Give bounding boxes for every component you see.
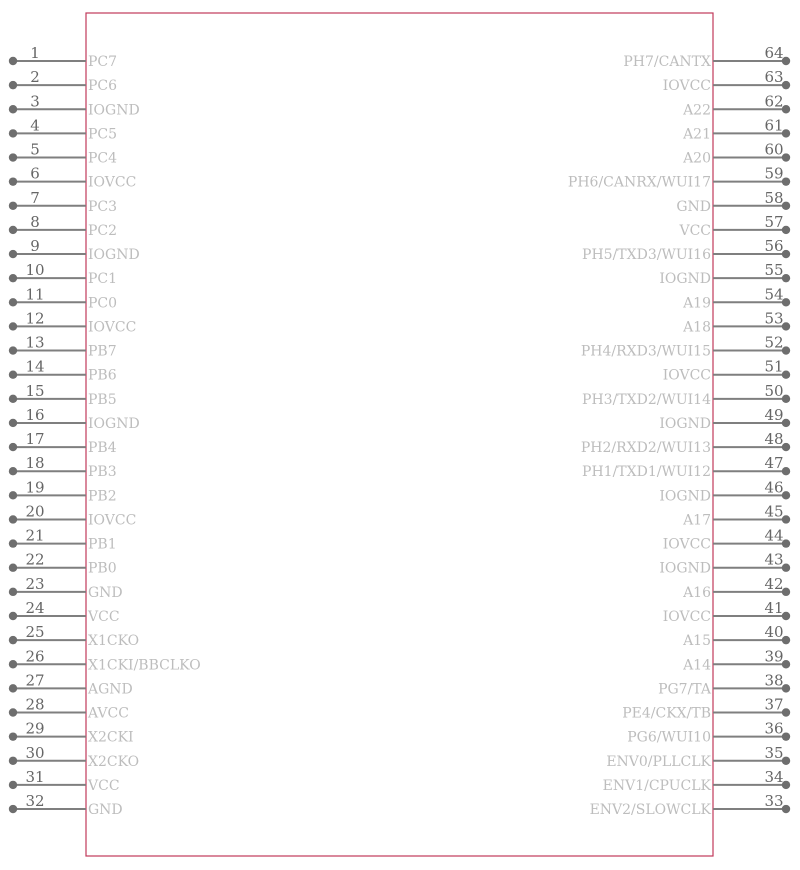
pin-25 bbox=[9, 623, 139, 649]
pin-33 bbox=[590, 792, 791, 818]
pin-63 bbox=[663, 68, 790, 94]
pin-45 bbox=[682, 502, 790, 528]
pin-10 bbox=[9, 261, 117, 287]
pin-name: AVCC bbox=[88, 705, 129, 722]
pin-number: 40 bbox=[764, 623, 784, 642]
pin-21 bbox=[9, 527, 117, 553]
pin-name: X1CKO bbox=[88, 633, 140, 650]
pin-name: A21 bbox=[683, 126, 711, 143]
pin-29 bbox=[9, 720, 134, 746]
pin-name: PH2/RXD2/WUI13 bbox=[580, 440, 711, 457]
pin-number: 33 bbox=[764, 792, 784, 811]
pin-name: PH6/CANRX/WUI17 bbox=[567, 174, 711, 191]
pin-terminal-dot bbox=[9, 491, 17, 499]
pin-number: 10 bbox=[25, 261, 45, 280]
pin-number: 17 bbox=[25, 430, 45, 449]
pin-number: 14 bbox=[25, 357, 45, 376]
pin-37 bbox=[622, 696, 790, 722]
pin-name: A14 bbox=[683, 657, 711, 674]
pin-number: 6 bbox=[30, 164, 40, 183]
pin-name: PC6 bbox=[88, 78, 118, 95]
pin-50 bbox=[582, 382, 790, 408]
pin-20 bbox=[9, 502, 136, 528]
pin-name: PH4/RXD3/WUI15 bbox=[580, 343, 711, 360]
pin-56 bbox=[582, 237, 790, 263]
pin-name: VCC bbox=[88, 608, 120, 625]
pin-52 bbox=[581, 334, 790, 360]
pin-terminal-dot bbox=[9, 684, 17, 692]
pin-15 bbox=[9, 382, 117, 408]
pin-name: IOGND bbox=[659, 488, 711, 505]
pin-number: 39 bbox=[764, 647, 784, 666]
left-pin-column bbox=[9, 44, 201, 818]
pin-7 bbox=[9, 189, 117, 215]
pin-number: 62 bbox=[764, 92, 784, 111]
pin-number: 56 bbox=[764, 237, 784, 256]
pin-terminal-dot bbox=[9, 322, 17, 330]
pin-terminal-dot bbox=[9, 153, 17, 161]
pin-number: 12 bbox=[25, 309, 45, 328]
pin-12 bbox=[9, 309, 136, 335]
pin-number: 53 bbox=[764, 309, 784, 328]
pin-name: A16 bbox=[683, 584, 711, 601]
pin-27 bbox=[9, 671, 133, 697]
pin-number: 52 bbox=[764, 333, 784, 352]
pin-number: 49 bbox=[764, 405, 784, 424]
pin-terminal-dot bbox=[9, 660, 17, 668]
pin-name: IOVCC bbox=[662, 367, 711, 384]
pin-42 bbox=[682, 575, 790, 601]
pin-18 bbox=[9, 454, 117, 480]
pin-number: 60 bbox=[764, 140, 784, 159]
pin-name: IOGND bbox=[88, 415, 140, 432]
pin-terminal-dot bbox=[9, 370, 17, 378]
pin-number: 30 bbox=[25, 743, 45, 762]
pin-name: PC5 bbox=[88, 126, 118, 143]
pin-name: PG6/WUI10 bbox=[627, 729, 711, 746]
pin-35 bbox=[606, 744, 790, 770]
pin-name: ENV2/SLOWCLK bbox=[589, 802, 711, 819]
pin-16 bbox=[9, 406, 140, 432]
pin-number: 18 bbox=[25, 454, 45, 473]
pin-name: IOVCC bbox=[88, 174, 137, 191]
pin-number: 7 bbox=[30, 188, 40, 207]
pin-19 bbox=[9, 478, 117, 504]
pin-23 bbox=[9, 575, 123, 601]
pin-name: PB5 bbox=[88, 391, 117, 408]
pin-number: 34 bbox=[764, 767, 784, 786]
pin-number: 37 bbox=[764, 695, 784, 714]
pin-name: ENV1/CPUCLK bbox=[602, 777, 711, 794]
pin-name: IOGND bbox=[659, 271, 711, 288]
pin-name: GND bbox=[676, 198, 711, 215]
pin-name: PB6 bbox=[88, 367, 117, 384]
pin-number: 16 bbox=[25, 405, 45, 424]
pin-name: AGND bbox=[88, 681, 133, 698]
pin-name: IOGND bbox=[659, 415, 711, 432]
pin-number: 36 bbox=[764, 719, 784, 738]
pin-name: A20 bbox=[683, 150, 711, 167]
pin-name: PH5/TXD3/WUI16 bbox=[582, 247, 711, 264]
pin-14 bbox=[9, 358, 117, 384]
pin-terminal-dot bbox=[9, 467, 17, 475]
pin-62 bbox=[682, 92, 790, 118]
pin-name: X2CKI bbox=[88, 729, 134, 746]
pin-name: IOVCC bbox=[662, 608, 711, 625]
pin-1 bbox=[9, 44, 117, 70]
pin-name: VCC bbox=[679, 222, 711, 239]
pin-terminal-dot bbox=[9, 805, 17, 813]
pin-39 bbox=[682, 647, 790, 673]
pin-number: 8 bbox=[30, 212, 40, 231]
pin-terminal-dot bbox=[9, 612, 17, 620]
pin-2 bbox=[9, 68, 117, 94]
pin-47 bbox=[582, 454, 790, 480]
pin-name: X1CKI/BBCLKO bbox=[88, 657, 201, 674]
pin-number: 25 bbox=[25, 623, 45, 642]
pin-name: PC3 bbox=[88, 198, 118, 215]
pin-terminal-dot bbox=[9, 226, 17, 234]
pin-24 bbox=[9, 599, 120, 625]
pin-number: 2 bbox=[30, 68, 40, 87]
pin-6 bbox=[9, 165, 136, 191]
pin-name: PH3/TXD2/WUI14 bbox=[582, 391, 711, 408]
pin-name: PH7/CANTX bbox=[623, 54, 711, 70]
pin-name: VCC bbox=[88, 777, 120, 794]
pin-number: 3 bbox=[30, 92, 40, 111]
pin-name: A17 bbox=[683, 512, 711, 529]
pin-number: 38 bbox=[764, 671, 784, 690]
pin-26 bbox=[9, 647, 201, 673]
pin-name: IOVCC bbox=[88, 512, 137, 529]
pin-46 bbox=[659, 478, 790, 504]
pin-name: IOVCC bbox=[662, 78, 711, 95]
pin-number: 19 bbox=[25, 478, 45, 497]
pin-number: 55 bbox=[764, 261, 784, 280]
pin-number: 47 bbox=[764, 454, 784, 473]
pin-terminal-dot bbox=[9, 732, 17, 740]
pin-13 bbox=[9, 334, 117, 360]
pin-4 bbox=[9, 116, 117, 142]
pin-name: A19 bbox=[683, 295, 711, 312]
pin-number: 59 bbox=[764, 164, 784, 183]
pin-number: 44 bbox=[764, 526, 784, 545]
pin-number: 22 bbox=[25, 550, 45, 569]
pin-number: 64 bbox=[764, 44, 784, 62]
pin-name: A18 bbox=[683, 319, 711, 336]
pin-43 bbox=[659, 551, 790, 577]
pin-name: IOGND bbox=[659, 560, 711, 577]
pin-terminal-dot bbox=[9, 708, 17, 716]
pin-44 bbox=[663, 527, 790, 553]
pin-number: 26 bbox=[25, 647, 45, 666]
pin-11 bbox=[9, 285, 117, 311]
pin-terminal-dot bbox=[9, 564, 17, 572]
pin-number: 58 bbox=[764, 188, 784, 207]
pin-number: 1 bbox=[30, 44, 40, 62]
pin-number: 28 bbox=[25, 695, 45, 714]
pin-17 bbox=[9, 430, 117, 456]
pin-terminal-dot bbox=[9, 636, 17, 644]
pin-name: ENV0/PLLCLK bbox=[606, 753, 711, 770]
pin-terminal-dot bbox=[9, 105, 17, 113]
pin-9 bbox=[9, 237, 140, 263]
pin-number: 61 bbox=[764, 116, 784, 135]
pin-49 bbox=[659, 406, 790, 432]
pin-terminal-dot bbox=[9, 298, 17, 306]
pin-name: X2CKO bbox=[88, 753, 140, 770]
pin-number: 41 bbox=[764, 598, 784, 617]
pin-terminal-dot bbox=[9, 177, 17, 185]
pin-number: 29 bbox=[25, 719, 45, 738]
pin-number: 9 bbox=[30, 237, 40, 256]
pin-name: PC0 bbox=[88, 295, 118, 312]
pin-number: 63 bbox=[764, 68, 784, 87]
pin-number: 43 bbox=[764, 550, 784, 569]
pin-number: 13 bbox=[25, 333, 45, 352]
pin-terminal-dot bbox=[9, 274, 17, 282]
pin-number: 54 bbox=[764, 285, 784, 304]
pin-terminal-dot bbox=[9, 781, 17, 789]
pin-terminal-dot bbox=[9, 539, 17, 547]
pin-61 bbox=[682, 116, 790, 142]
pin-terminal-dot bbox=[9, 395, 17, 403]
pin-3 bbox=[9, 92, 140, 118]
pin-number: 50 bbox=[764, 381, 784, 400]
pin-58 bbox=[676, 189, 790, 215]
pin-number: 21 bbox=[25, 526, 45, 545]
pin-terminal-dot bbox=[9, 515, 17, 523]
pin-terminal-dot bbox=[9, 57, 17, 65]
pin-name: A22 bbox=[683, 102, 711, 119]
pin-number: 20 bbox=[25, 502, 45, 521]
pin-name: PB4 bbox=[88, 440, 117, 457]
pin-64 bbox=[623, 44, 790, 70]
pin-38 bbox=[658, 671, 790, 697]
pin-32 bbox=[9, 792, 123, 818]
pin-name: IOVCC bbox=[88, 319, 137, 336]
pin-30 bbox=[9, 744, 139, 770]
pin-number: 31 bbox=[25, 767, 45, 786]
pin-59 bbox=[568, 165, 790, 191]
pin-number: 11 bbox=[25, 285, 45, 304]
pin-48 bbox=[581, 430, 790, 456]
pin-name: PC2 bbox=[88, 222, 118, 239]
pin-name: PG7/TA bbox=[658, 681, 711, 698]
pin-8 bbox=[9, 213, 117, 239]
pin-terminal-dot bbox=[9, 129, 17, 137]
pin-22 bbox=[9, 551, 117, 577]
pin-number: 5 bbox=[30, 140, 40, 159]
pin-number: 4 bbox=[30, 116, 40, 135]
pin-terminal-dot bbox=[9, 81, 17, 89]
pin-name: IOVCC bbox=[662, 536, 711, 553]
pin-name: PC7 bbox=[88, 54, 118, 70]
pin-51 bbox=[663, 358, 790, 384]
pin-number: 24 bbox=[25, 598, 45, 617]
pin-name: IOGND bbox=[88, 102, 140, 119]
pin-number: 42 bbox=[764, 574, 784, 593]
pin-34 bbox=[603, 768, 791, 794]
pin-name: GND bbox=[88, 584, 123, 601]
pin-28 bbox=[9, 696, 129, 722]
pin-name: PB7 bbox=[88, 343, 117, 360]
pin-number: 51 bbox=[764, 357, 784, 376]
pin-54 bbox=[682, 285, 790, 311]
pin-name: GND bbox=[88, 802, 123, 819]
pin-name: PE4/CKX/TB bbox=[622, 705, 711, 722]
pin-terminal-dot bbox=[9, 346, 17, 354]
pin-5 bbox=[9, 141, 117, 167]
pin-31 bbox=[9, 768, 120, 794]
pin-name: A15 bbox=[683, 633, 711, 650]
pin-name: PH1/TXD1/WUI12 bbox=[582, 464, 711, 481]
pin-number: 27 bbox=[25, 671, 45, 690]
pin-55 bbox=[659, 261, 790, 287]
pin-name: PB0 bbox=[88, 560, 117, 577]
pin-57 bbox=[678, 213, 790, 239]
pin-terminal-dot bbox=[9, 250, 17, 258]
pin-terminal-dot bbox=[9, 588, 17, 596]
pin-number: 57 bbox=[764, 212, 784, 231]
pin-name: PB1 bbox=[88, 536, 117, 553]
pin-terminal-dot bbox=[9, 757, 17, 765]
pin-terminal-dot bbox=[9, 419, 17, 427]
pin-name: PC1 bbox=[88, 271, 118, 288]
pin-36 bbox=[627, 720, 790, 746]
pin-number: 15 bbox=[25, 381, 45, 400]
pin-number: 23 bbox=[25, 574, 45, 593]
pin-number: 32 bbox=[25, 792, 45, 811]
pin-name: IOGND bbox=[88, 247, 140, 264]
pin-number: 35 bbox=[764, 743, 784, 762]
pin-number: 46 bbox=[764, 478, 784, 497]
pin-60 bbox=[682, 141, 790, 167]
pin-terminal-dot bbox=[9, 443, 17, 451]
pin-41 bbox=[663, 599, 790, 625]
pin-name: PB2 bbox=[88, 488, 117, 505]
pin-number: 48 bbox=[764, 430, 784, 449]
pin-number: 45 bbox=[764, 502, 784, 521]
ic-body-outline bbox=[86, 13, 713, 856]
pin-name: PB3 bbox=[88, 464, 117, 481]
pin-name: PC4 bbox=[88, 150, 118, 167]
right-pin-column bbox=[568, 44, 790, 818]
pin-40 bbox=[682, 623, 790, 649]
pin-53 bbox=[682, 309, 790, 335]
pin-terminal-dot bbox=[9, 202, 17, 210]
